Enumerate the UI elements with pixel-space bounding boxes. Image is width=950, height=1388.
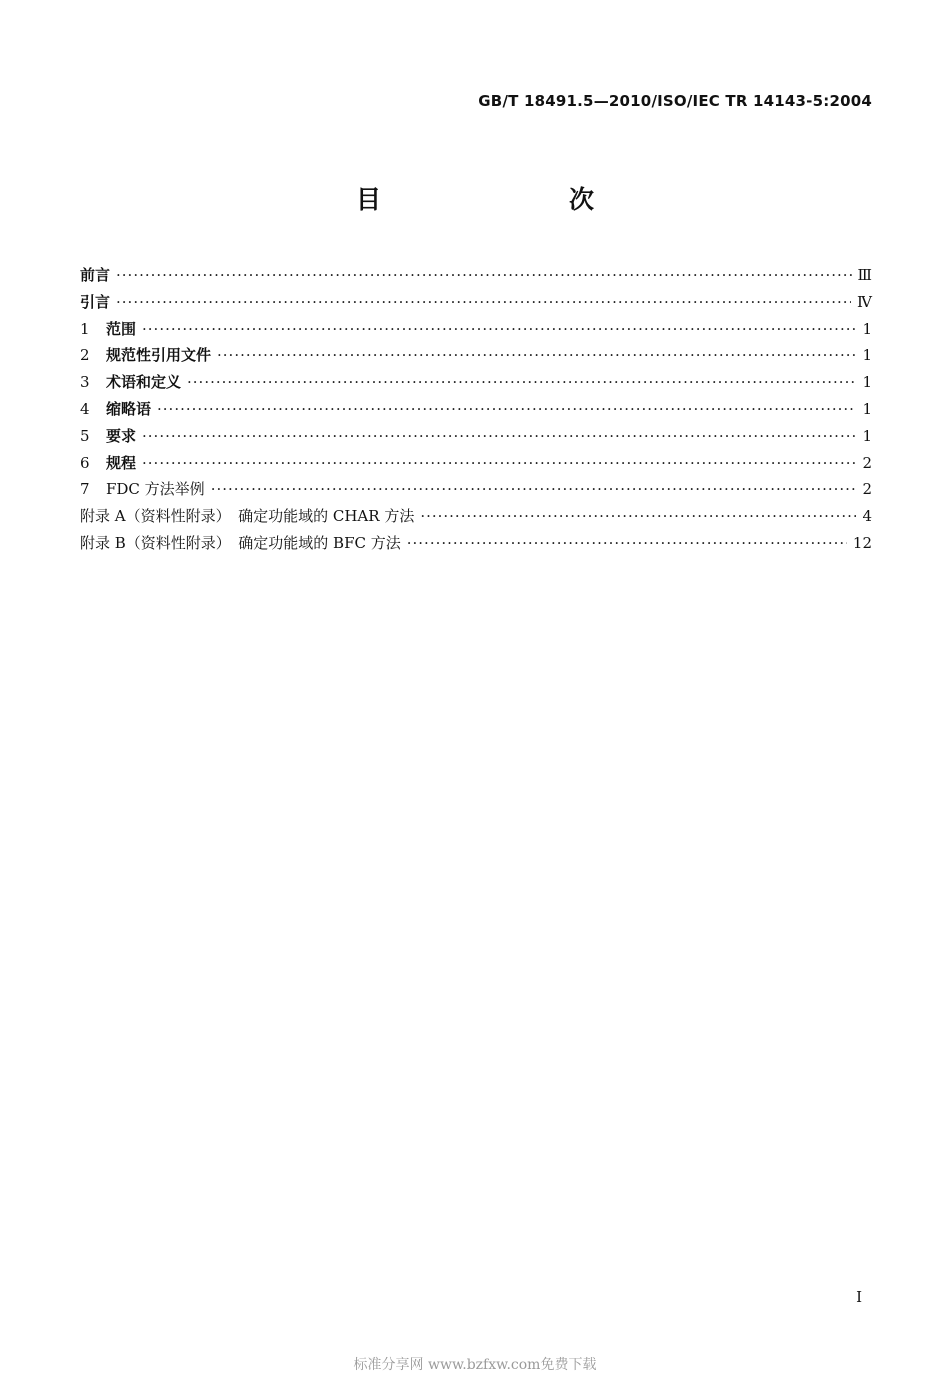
toc-leader bbox=[211, 476, 856, 503]
toc-entry-page: Ⅲ bbox=[857, 266, 872, 284]
toc-leader bbox=[187, 369, 856, 396]
toc-entry-page: 12 bbox=[852, 533, 872, 552]
toc-leader bbox=[142, 316, 856, 343]
toc-leader bbox=[217, 342, 856, 369]
toc-entry-label: 范围 bbox=[106, 319, 137, 338]
toc-entry-label: 附录 B（资料性附录） 确定功能域的 BFC 方法 bbox=[80, 533, 401, 552]
toc-entry-page: 2 bbox=[862, 453, 872, 472]
page-number: I bbox=[856, 1288, 862, 1306]
toc-title: 目 次 bbox=[355, 185, 640, 214]
toc-leader bbox=[142, 450, 856, 477]
toc-entry-label: 缩略语 bbox=[106, 399, 152, 418]
toc-leader bbox=[407, 530, 847, 557]
toc-entry-label: 前言 bbox=[80, 266, 111, 284]
toc-leader bbox=[142, 423, 856, 450]
toc-entry-abbreviations[interactable] bbox=[80, 396, 872, 423]
toc-leader bbox=[116, 289, 851, 316]
toc-entry-number: 1 bbox=[80, 319, 90, 338]
toc-entry-annex-a[interactable] bbox=[80, 503, 872, 530]
toc-entry-page: 2 bbox=[862, 480, 872, 499]
toc-entry-label: 规范性引用文件 bbox=[106, 346, 212, 365]
toc-entry-foreword[interactable] bbox=[80, 262, 872, 289]
toc-entry-annex-b[interactable] bbox=[80, 530, 872, 557]
toc-entry-number: 7 bbox=[80, 480, 90, 499]
toc-entry-label: 术语和定义 bbox=[106, 373, 182, 392]
standard-code: GB/T 18491.5—2010/ISO/IEC TR 14143-5:2004 bbox=[478, 92, 872, 110]
toc-entry-label: 规程 bbox=[106, 453, 137, 472]
toc-entry-page: 1 bbox=[862, 319, 872, 338]
toc-entry-page: 1 bbox=[862, 426, 872, 445]
toc-entry-number: 3 bbox=[80, 373, 90, 392]
toc-entry-page: 1 bbox=[862, 399, 872, 418]
toc-leader bbox=[116, 262, 852, 289]
toc-entry-introduction[interactable] bbox=[80, 289, 872, 316]
toc-leader bbox=[420, 503, 856, 530]
toc-entry-label: 附录 A（资料性附录） 确定功能域的 CHAR 方法 bbox=[80, 507, 415, 526]
toc-entry-number: 2 bbox=[80, 346, 90, 365]
toc-entry-page: 1 bbox=[862, 346, 872, 365]
toc-entry-number: 6 bbox=[80, 453, 90, 472]
toc-entry-terms-definitions[interactable] bbox=[80, 369, 872, 396]
toc-entry-page: 4 bbox=[862, 507, 872, 526]
toc-entry-procedure[interactable] bbox=[80, 450, 872, 477]
toc-entry-label: FDC 方法举例 bbox=[106, 480, 205, 499]
toc-entry-page: 1 bbox=[862, 373, 872, 392]
toc-leader bbox=[157, 396, 856, 423]
toc-entry-normative-references[interactable] bbox=[80, 342, 872, 369]
toc-entry-requirements[interactable] bbox=[80, 423, 872, 450]
toc-entry-number: 4 bbox=[80, 399, 90, 418]
toc-entry-scope[interactable] bbox=[80, 316, 872, 343]
toc-entry-label: 引言 bbox=[80, 292, 111, 311]
watermark-text: 标准分享网 www.bzfxw.com免费下载 bbox=[353, 1357, 597, 1373]
toc-entry-fdc-examples[interactable] bbox=[80, 476, 872, 503]
toc-entry-page: Ⅳ bbox=[857, 292, 872, 311]
toc-entry-label: 要求 bbox=[106, 426, 137, 445]
table-of-contents bbox=[80, 262, 872, 557]
toc-entry-number: 5 bbox=[80, 426, 90, 445]
